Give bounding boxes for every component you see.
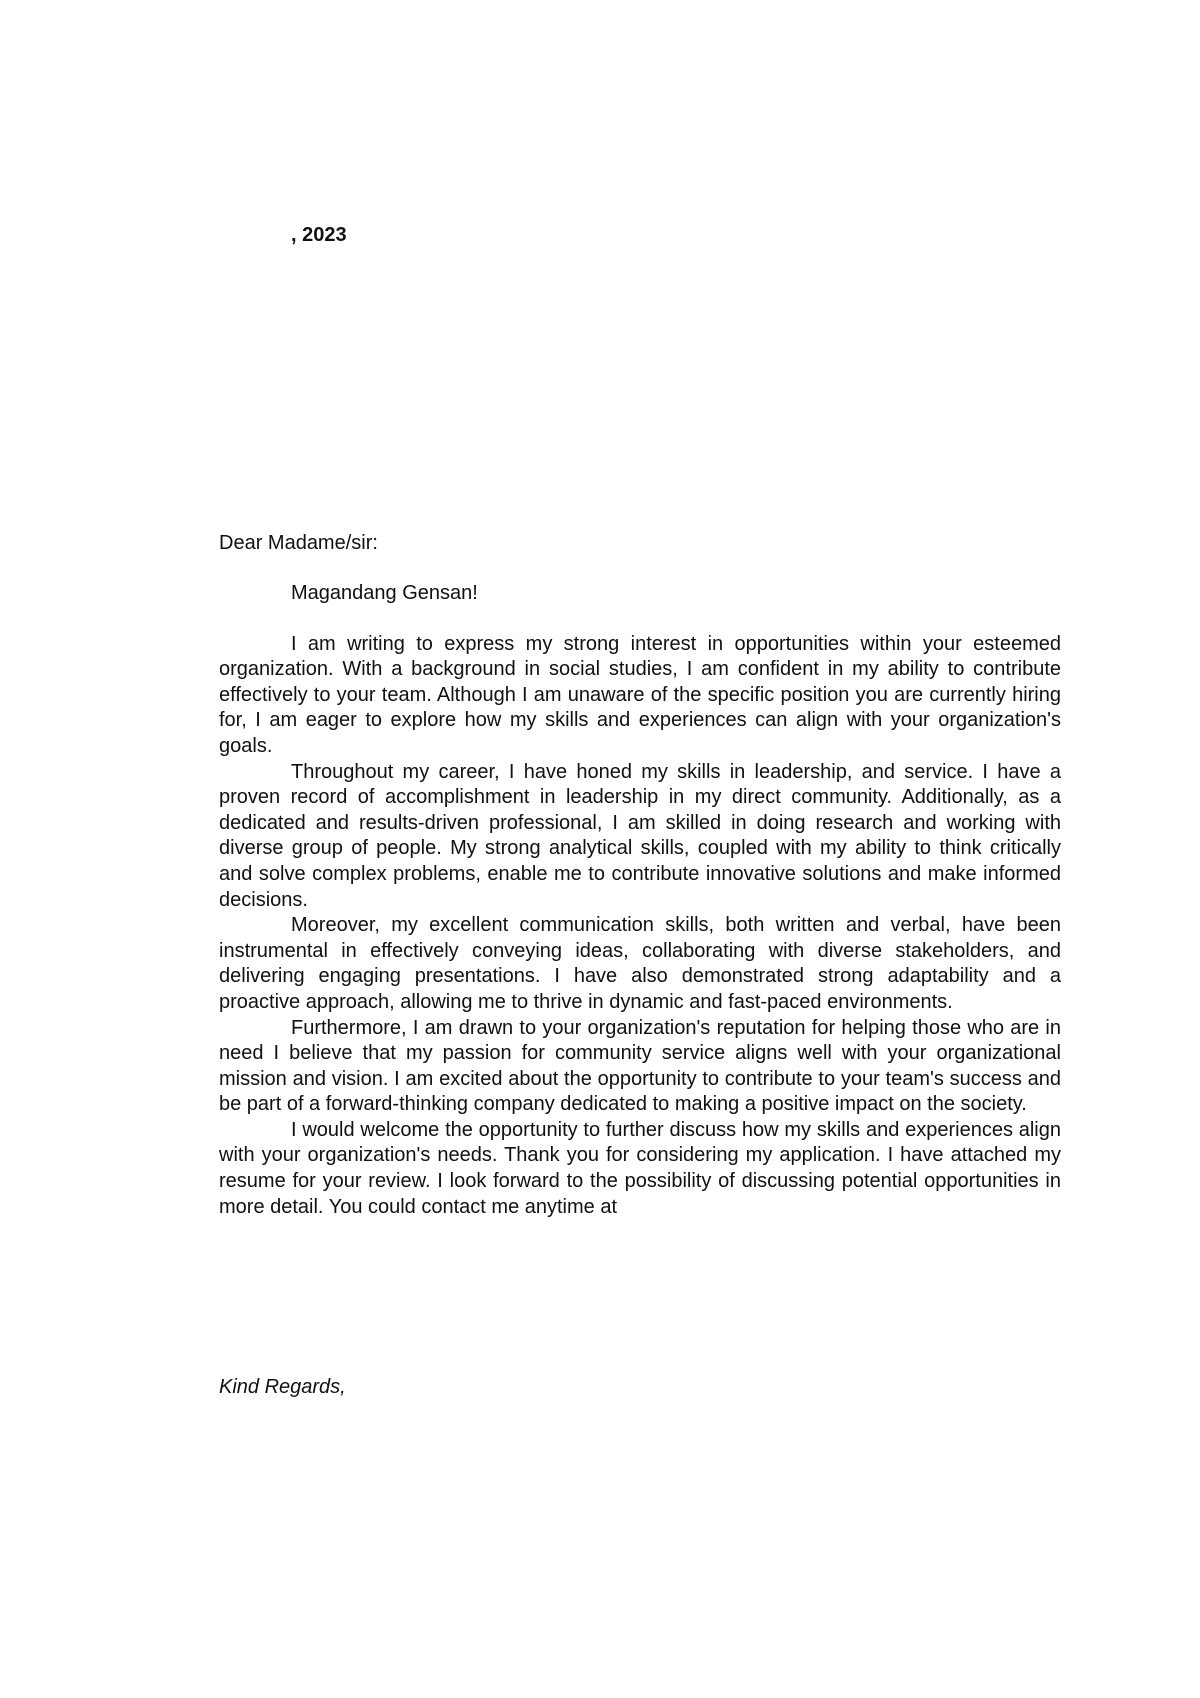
letter-salutation: Dear Madame/sir: <box>219 532 378 554</box>
body-paragraph: Moreover, my excellent communication skills, both written and verbal, have been instrumental in effectively conveying ideas, collaborating with diverse stakeholders, and delivering engaging presentations. I have also demonstrated strong adaptability and a proactive approach, allowing me to thrive in dynamic and fast-paced environments. <box>219 914 1061 1013</box>
letter-closing: Kind Regards, <box>219 1376 346 1398</box>
body-paragraph: Furthermore, I am drawn to your organization's reputation for helping those who are in need I believe that my passion for community service aligns well with your organizational mission and vision. I am excited about the opportunity to contribute to your team's success and be part of a forward-thinking company dedicated to making a positive impact on the society. <box>219 1016 1061 1116</box>
letter-date: , 2023 <box>291 224 347 246</box>
body-paragraph: Throughout my career, I have honed my skills in leadership, and service. I have a proven record of accomplishment in leadership in my direct community. Additionally, as a dedicated and results-driven professional, I am skilled in doing research and working with diverse group of people. My strong analytical skills, coupled with my ability to think critically and solve complex problems, enable me to contribute innovative solutions and make informed decisions. <box>219 760 1061 911</box>
letter-greeting: Magandang Gensan! <box>291 582 478 604</box>
letter-body <box>219 581 1061 1220</box>
body-paragraph: I am writing to express my strong interest in opportunities within your esteemed organization. With a background in social studies, I am confident in my ability to contribute effectively to your team. Although I am unaware of the specific position you are currently hiring for, I am eager to explore how my skills and experiences can align with your organization's goals. <box>219 632 1061 757</box>
body-paragraph: I would welcome the opportunity to further discuss how my skills and experiences align with your organization's needs. Thank you for considering my application. I have attached my resume for your review. I look forward to the possibility of discussing potential opportunities in more detail. You could contact me anytime at <box>219 1118 1061 1218</box>
